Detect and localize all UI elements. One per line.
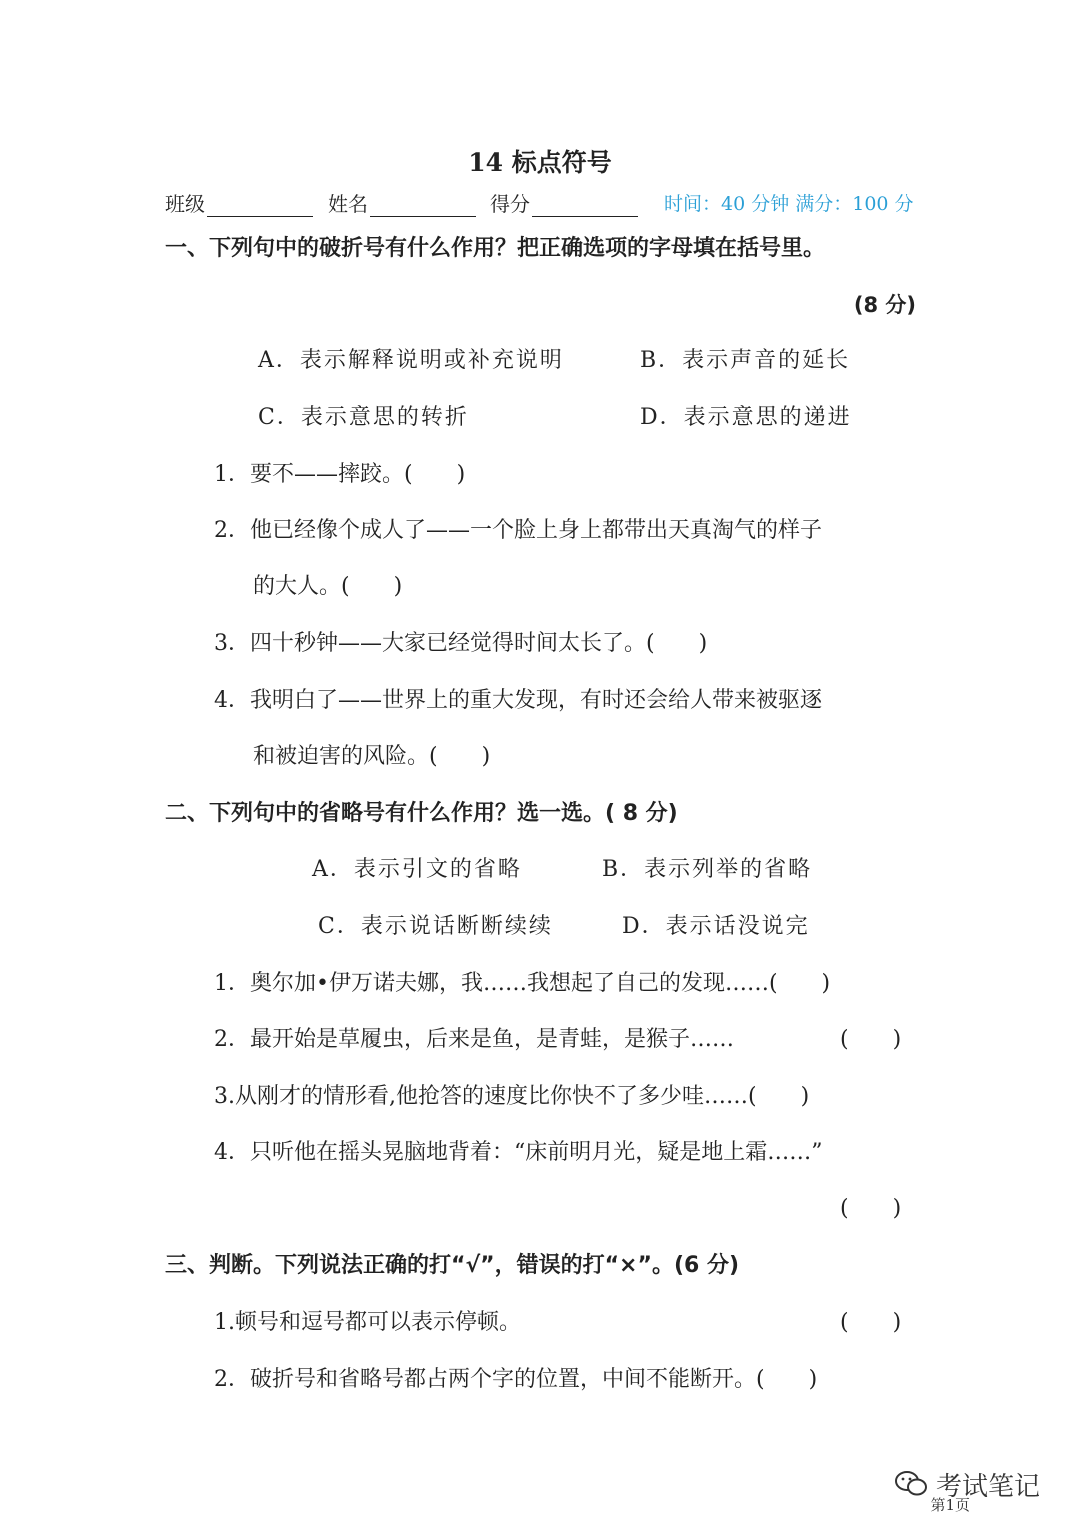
class-label: 班级 [165, 192, 205, 216]
section1-question-4-cont: 和被迫害的风险。( ) [253, 744, 491, 769]
name-blank [370, 194, 476, 217]
section1-question-1: 1．要不——摔跤。( ) [214, 462, 466, 487]
section3-question-1: 1.顿号和逗号都可以表示停顿。 [214, 1310, 521, 1335]
name-label: 姓名 [328, 192, 368, 216]
section1-option-c: C．表示意思的转折 [258, 405, 469, 430]
section2-question-3: 3.从刚才的情形看,他抢答的速度比你快不了多少哇……( ) [214, 1084, 810, 1109]
class-blank [207, 194, 313, 217]
time-info: 时间：40 分钟 满分：100 分 [664, 193, 914, 215]
section2-option-b: B．表示列举的省略 [602, 857, 813, 882]
section2-option-a: A．表示引文的省略 [312, 857, 522, 882]
section1-question-2: 2．他已经像个成人了——一个脸上身上都带出天真淘气的样子 [214, 518, 822, 543]
section1-option-b: B．表示声音的延长 [640, 348, 851, 373]
score-blank [532, 194, 638, 217]
section2-option-c: C．表示说话断断续续 [318, 914, 553, 939]
section2-question-4-answer: ( ) [840, 1196, 902, 1221]
section1-question-3: 3．四十秒钟——大家已经觉得时间太长了。( ) [214, 631, 708, 656]
section2-question-4: 4．只听他在摇头晃脑地背着：“床前明月光，疑是地上霜……” [214, 1140, 823, 1165]
section3-question-2: 2．破折号和省略号都占两个字的位置，中间不能断开。( ) [214, 1367, 818, 1392]
section1-option-a: A．表示解释说明或补充说明 [258, 348, 564, 373]
section3-heading: 三、判断。下列说法正确的打“√”，错误的打“×”。(6 分) [165, 1253, 740, 1278]
section1-question-2-cont: 的大人。( ) [253, 574, 403, 599]
section1-option-d: D．表示意思的递进 [640, 405, 852, 430]
section1-question-4: 4．我明白了——世界上的重大发现，有时还会给人带来被驱逐 [214, 688, 822, 713]
watermark-text: 考试笔记 [935, 1472, 1040, 1502]
score-label: 得分 [490, 192, 530, 216]
section2-question-2: 2．最开始是草履虫，后来是鱼，是青蛙，是猴子…… [214, 1027, 734, 1052]
name-field [328, 188, 476, 217]
class-field [165, 188, 313, 217]
section2-question-2-answer: ( ) [840, 1027, 902, 1052]
score-field [490, 188, 638, 217]
page-number: 第1页 [930, 1496, 970, 1514]
section2-heading: 二、下列句中的省略号有什么作用？选一选。( 8 分) [165, 801, 678, 826]
section3-question-1-answer: ( ) [840, 1310, 902, 1335]
section2-option-d: D．表示话没说完 [622, 914, 810, 939]
wechat-icon [894, 1470, 928, 1505]
section1-heading: 一、下列句中的破折号有什么作用？把正确选项的字母填在括号里。 [165, 236, 826, 261]
section2-question-1: 1．奥尔加•伊万诺夫娜，我……我想起了自己的发现……( ) [214, 971, 831, 996]
section1-score: (8 分) [853, 293, 916, 317]
page-title: 14 标点符号 [468, 148, 612, 177]
